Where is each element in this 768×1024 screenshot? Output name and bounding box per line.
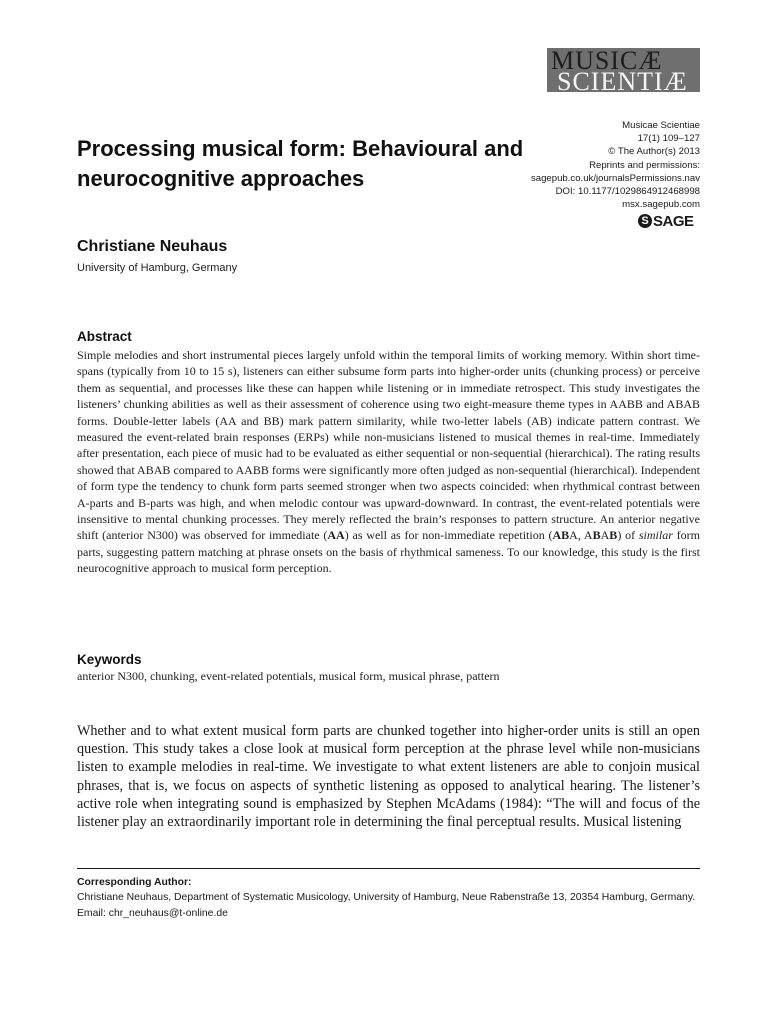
publisher-logo [638,212,700,230]
sage-logo-icon: S [638,214,652,228]
footnote-divider [77,868,700,869]
keywords-heading: Keywords [77,652,142,667]
reprints-label: Reprints and permissions: [589,159,700,171]
journal-logo-line2: SCIENTIÆ [557,67,688,92]
abstract-heading: Abstract [77,329,132,344]
journal-site-link[interactable]: msx.sagepub.com [622,199,700,211]
journal-name: Musicae Scientiae [622,120,700,131]
journal-logo-line1: MUSICÆ [551,48,663,75]
author-name: Christiane Neuhaus [77,238,228,255]
corresponding-author-note [77,875,700,921]
corresponding-author-heading: Corresponding Author: [77,877,192,888]
corresponding-author-email[interactable]: Email: chr_neuhaus@t-online.de [77,907,228,919]
reprints-link[interactable]: sagepub.co.uk/journalsPermissions.nav [530,172,700,184]
corresponding-author-address: Christiane Neuhaus, Department of Systematic Musicology, University of Hamburg, Neue Rabenstraße 13, 20354 Hamburg, Germany. [77,892,696,904]
author-affiliation: University of Hamburg, Germany [77,262,238,274]
publisher-name: SAGE [653,212,694,230]
abstract-text: Simple melodies and short instrumental pieces largely unfold within the temporal limits of working memory. Within short time-spans (typically from 10 to 15 s), listeners can either subsume form parts into higher-order units (chunking process) or perceive them as sequential, and processes like these can happen while listening or in immediate retrospect. This study investigates the listeners’ chunking abilities as well as their assessment of coherence using two eight-measure theme types in AABB and ABAB forms. Double-letter labels (AA and BB) mark pattern similarity, while two-letter labels (AB) indicate pattern contrast. We measured the event-related brain responses (ERPs) while non-musicians listened to musical themes in real-time. Immediately after presentation, each piece of music had to be evaluated as either sequential or non-sequential (hierarchical). The rating results showed that ABAB compared to AABB forms were significantly more often judged as non-sequential (hierarchical). Independent of form type the tendency to chunk form parts seemed stronger when two aspects coincided: when rhythmical contrast between A-parts and B-parts was high, and when melodic contour was upward-downward. In contrast, the event-related potentials were insensitive to mental chunking processes. They merely reflected the brain’s responses to pattern structure. An anterior negative shift (anterior N300) was observed for immediate (AA) as well as for non-immediate repetition (ABA, ABAB) of similar form parts, suggesting pattern matching at phrase onsets on the basis of rhythmical sameness. To our knowledge, this study is the first neurocognitive approach to musical form perception. [77,348,700,576]
doi[interactable]: DOI: 10.1177/1029864912468998 [555,186,700,198]
article-title: Processing musical form: Behavioural and neurocognitive approaches [77,136,524,191]
keywords-list: anterior N300, chunking, event-related potentials, musical form, musical phrase, pattern [77,669,500,683]
journal-logo [547,48,700,92]
copyright-notice: © The Author(s) 2013 [608,146,700,158]
body-paragraph: Whether and to what extent musical form parts are chunked together into higher-order units is still an open question. This study takes a close look at musical form perception at the phrase level while non-musicians listen to example melodies in real-time. We investigate to what extent listeners are able to conjoin musical phrases, that is, we focus on aspects of synthetic listening as opposed to analytical hearing. The listener’s active role when integrating sound is emphasized by Stephen McAdams (1984): “The will and focus of the listener play an extraordinarily important role in determining the final perceptual results. Musical listening [77,723,700,831]
journal-volume: 17(1) 109–127 [637,133,700,145]
